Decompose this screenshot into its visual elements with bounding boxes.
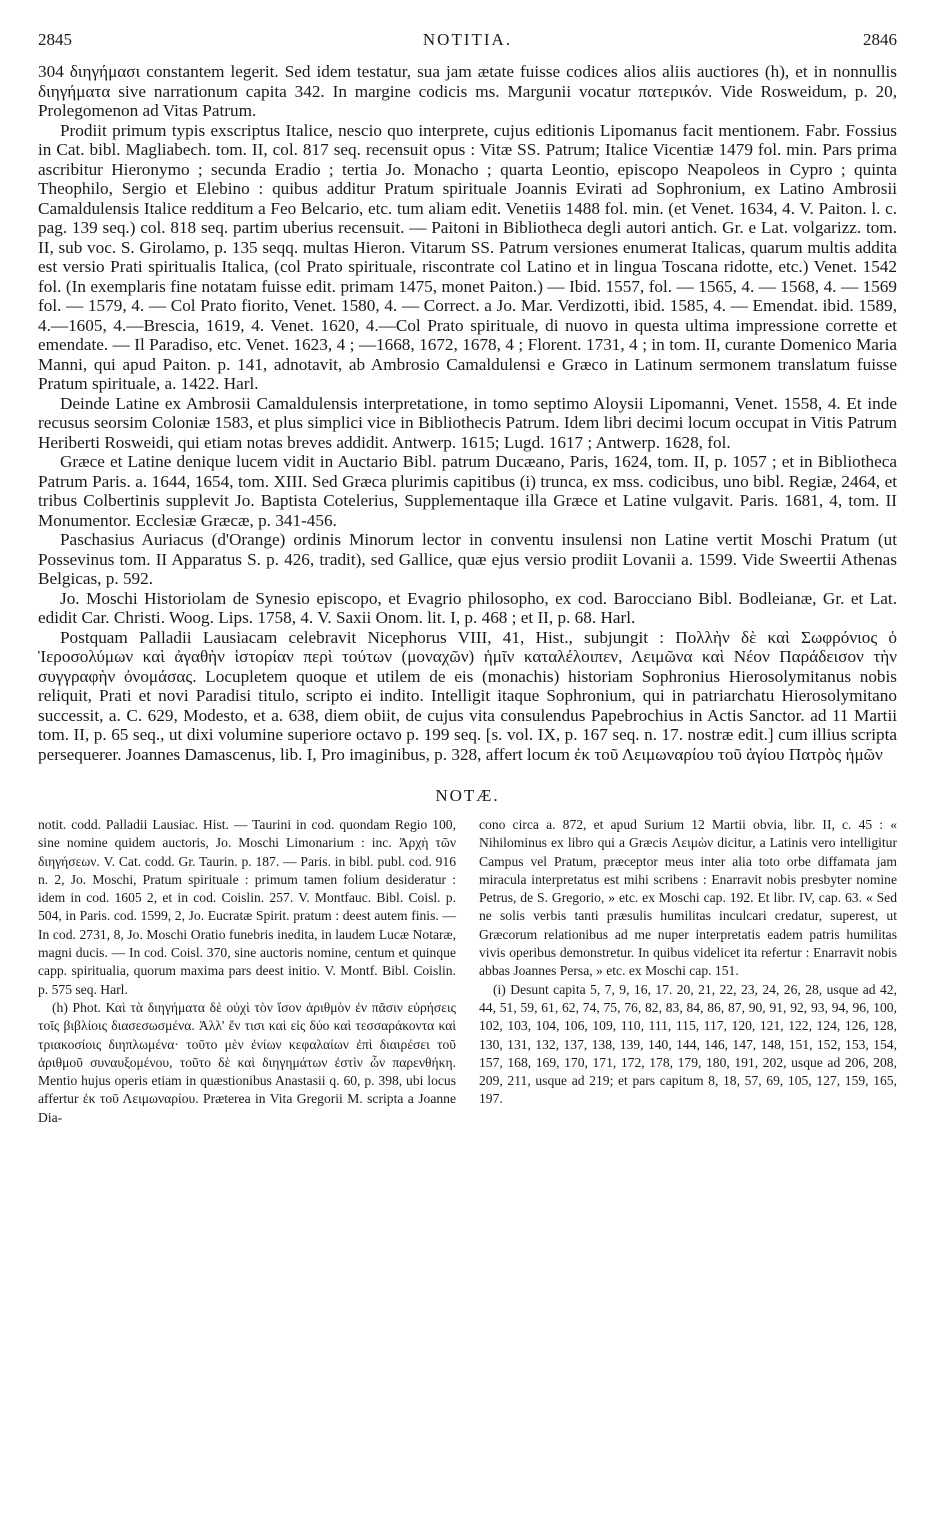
main-text bbox=[38, 62, 897, 764]
notes-section bbox=[38, 816, 897, 1127]
main-paragraph: Deinde Latine ex Ambrosii Camaldulensis interpretatione, in tomo septimo Aloysii Lipomanni, Venet. 1558, 4. Et inde recusus seorsim Coloniæ 1583, et plus simplici vice in Bibliothecis Patrum. Idem libri decimi locum occupat in Vitis Patrum Heriberti Rosweidi, qui etiam notas breves addidit. Antwerp. 1615; Lugd. 1617 ; Antwerp. 1628, fol. bbox=[38, 393, 897, 452]
main-paragraph: Jo. Moschi Historiolam de Synesio episcopo, et Evagrio philosopho, ex cod. Barocciano Bibl. Bodleianæ, Gr. et Lat. edidit Car. Christi. Woog. Lips. 1758, 4. V. Saxii Onom. lit. I, p. 468 ; et II, p. 68. Harl. bbox=[38, 588, 897, 627]
notes-heading: NOTÆ. bbox=[435, 786, 500, 805]
note-paragraph: cono circa a. 872, et apud Surium 12 Martii obvia, libr. II, c. 45 : « Nihilominus ex libro qui a Græcis Λειμὼν dicitur, a Latinis vero intelligitur Campus vel Pratum, præceptor meus inter alia toto orbe diffamata jam miracula interpretatus est mihi scribens : Enarravit nobis presbyter nomine Petrus, de S. Gregorio, » etc. ex Moschi cap. 192. Et libr. IV, cap. 63. « Sed ne solis verbis tanti præsulis humilitas inculcari credatur, superest, ut Græcorum relationibus ad me nuper interpretatis eadem patris humilitas vivis operibus demonstretur. In quibus videlicet ita refertur : Enarravit nobis abbas Joannes Persa, » etc. ex Moschi cap. 151. bbox=[479, 817, 897, 979]
notes-column-right bbox=[479, 816, 897, 1127]
notes-column-left bbox=[38, 816, 456, 1127]
main-paragraph: Postquam Palladii Lausiacam celebravit Nicephorus VIII, 41, Hist., subjungit : Πολλὴν δὲ καὶ Σωφρόνιος ὁ Ἱεροσολύμων καὶ ἀγαθὴν ἱστορίαν περὶ τούτων (μοναχῶν) ἡμῖν καταλέλοιπεν, Λειμῶνα καὶ Νέον Παράδεισον τὴν συγγραφὴν ὀνομάσας. Locupletem quoque et utilem de eis (monachis) historiam Sophronius Hierosolymitanus nobis reliquit, Prati et novi Paradisi titulo, scripto ei indito. Intelligit itaque Sophronium, qui in patriarchatu Hierosolymitano successit, a. C. 629, Modesto, et a. 638, diem obiit, de cujus vita consulendus Papebrochius in Actis Sanctor. ad 11 Martii tom. II, p. 65 seq., ut dixi volumine superiore octavo p. 199 seq. [s. vol. IX, p. 167 seq. n. 17. nostræ edit.] cum illius scripta persequerer. Joannes Damascenus, lib. I, Pro imaginibus, p. 328, affert locum ἐκ τοῦ Λειμωναρίου τοῦ ἁγίου Πατρὸς ἡμῶν bbox=[38, 627, 897, 764]
main-paragraph: Paschasius Auriacus (d'Orange) ordinis Minorum lector in conventu insulensi non Latine vertit Moschi Pratum (ut Possevinus tom. II Apparatus S. p. 426, tradit), sed Gallice, quæ ejus versio prodiit Lovanii a. 1599. Vide Sweertii Athenas Belgicas, p. 592. bbox=[38, 530, 897, 588]
note-paragraph: (h) Phot. Καὶ τὰ διηγήματα δὲ οὐχὶ τὸν ἴσον ἀριθμὸν ἐν πᾶσιν εὑρήσεις τοῖς βιβλίοις διασεσωσμένα. Ἀλλ' ἔν τισι καὶ εἰς δύο καὶ τεσσαράκοντα καὶ τριακοσίοις διηπλωμένα· τοῦτο μὲν ἐνίων κεφαλαίων ἐπὶ διαιρέσει τοῦ ἀριθμοῦ συναυξομένου, τοῦτο δὲ καὶ διηγημάτων ἐστὶν ὧν παρενθήκη. Mentio hujus operis etiam in quæstionibus Anastasii q. 60, p. 398, ubi locus affertur ἐκ τοῦ Λειμωναρίου. Præterea in Vita Gregorii M. scripta a Joanne Dia- bbox=[38, 999, 456, 1125]
main-paragraph: Prodiit primum typis exscriptus Italice, nescio quo interprete, cujus editionis Lipomanus facit mentionem. Fabr. Fossius in Cat. bibl. Magliabech. tom. II, col. 817 seq. recensuit opus : Vitæ SS. Patrum; Italice Vicentiæ 1479 fol. min. Pars prima ascribitur Hieronymo ; secunda Eradio ; tertia Jo. Monacho ; quarta Leontio, episcopo Neapoleos in Cypro ; quinta Theophilo, Sergio et Elebino : quibus additur Pratum spirituale Joannis Evirati ad Sophronium, ex Latino Ambrosii Camaldulensis Italice redditum a Feo Belcario, etc. tum aliam edit. Venetiis 1488 fol. min. (et Venet. 1634, 4. V. Paiton. l. c. pag. 139 seq.) col. 818 seq. partim uberius recensuit. — Paitoni in Bibliotheca degli autori antich. Gr. e Lat. volgarizz. tom. II, sub voc. S. Girolamo, p. 135 seqq. multas Hieron. Vitarum SS. Patrum versiones enumerat Italicas, quarum multis addita est versio Prati spiritualis Italica, (col Prato spirituale, riscontrate col Latino et in lingua Toscana ridotte, etc.) Venet. 1542 fol. (In exemplaris fine notatam fuisse edit. primam 1475, monet Paiton.) — Ibid. 1557, fol. — 1565, 4. — 1568, 4. — 1569 fol. — 1579, 4. — Col Prato fiorito, Venet. 1580, 4. — Correct. a Jo. Mar. Verdizotti, ibid. 1585, 4. — Emendat. ibid. 1589, 4.—1605, 4.—Brescia, 1619, 4. Venet. 1620, 4.—Col Prato spirituale, di nuovo in questa ultima impressione corrette et emendate. — Il Paradiso, etc. Venet. 1623, 4 ; —1668, 1672, 1678, 4 ; Florent. 1731, 4 ; in tom. II, curante Domenico Maria Manni, qui apud Paiton. p. 141, adnotavit, ab Ambrosio Camaldulensi e Græco in Latinum sermonem translatum fuisse Pratum spirituale, a. 1422. Harl. bbox=[38, 120, 897, 393]
main-paragraph: Græce et Latine denique lucem vidit in Auctario Bibl. patrum Ducæano, Paris, 1624, tom. II, p. 1057 ; et in Bibliotheca Patrum Paris. a. 1644, 1654, tom. XIII. Sed Græca plurimis capitibus (i) trunca, ex mss. codicibus, uno bibl. Regiæ, 2464, et tribus Colbertinis supplevit Jo. Baptista Cotelerius, Supplementaque illa Græce et Latine vulgavit. Paris. 1681, 4, tom. II Monumentor. Ecclesiæ Græcæ, p. 341-456. bbox=[38, 452, 897, 530]
page-number-left: 2845 bbox=[38, 30, 72, 49]
note-paragraph: (i) Desunt capita 5, 7, 9, 16, 17. 20, 21, 22, 23, 24, 26, 28, usque ad 42, 44, 51, 59, 61, 62, 74, 75, 76, 82, 83, 84, 86, 87, 90, 91, 92, 93, 94, 96, 100, 102, 103, 104, 106, 109, 110, 111, 115, 117, 120, 121, 122, 124, 126, 128, 130, 131, 132, 137, 138, 139, 140, 144, 146, 147, 148, 151, 152, 153, 154, 157, 168, 169, 170, 171, 172, 178, 179, 180, 191, 202, usque ad 206, 208, 209, 211, usque ad 219; et pars capitum 8, 18, 57, 69, 105, 127, 159, 165, 197. bbox=[479, 981, 897, 1107]
page-number-right: 2846 bbox=[862, 30, 897, 49]
running-header bbox=[38, 30, 897, 60]
running-title: NOTITIA. bbox=[422, 30, 513, 49]
note-paragraph: notit. codd. Palladii Lausiac. Hist. — Taurini in cod. quondam Regio 100, sine nomine quidem auctoris, Jo. Moschi Limonarium : inc. Ἀρχὴ τῶν διηγήσεων. V. Cat. codd. Gr. Taurin. p. 187. — Paris. in bibl. publ. cod. 916 n. 2, Jo. Moschi, Pratum spirituale : primum tamen folium desideratur : idem in cod. 1605 2, et in cod. Coislin. 257. V. Montfauc. Bibl. Coisl. p. 504, in Paris. cod. 1599, 2, Jo. Eucratæ Spirit. pratum : deest autem finis. — In cod. 2731, 8, Jo. Moschi Oratio funebris inedita, in laudem Lucæ Notaræ, magni ducis. — In cod. Coisl. 370, sine auctoris nomine, centum et quinque capp. spiritualia, quorum maxima pars deest initio. V. Montf. Bibl. Coislin. p. 575 seq. Harl. bbox=[38, 817, 456, 997]
main-paragraph: 304 διηγήμασι constantem legerit. Sed idem testatur, sua jam ætate fuisse codices alios aliis auctiores (h), et in nonnullis διηγήματα sive narrationum capita 342. In margine codicis ms. Margunii vocatur πατερικόν. Vide Rosweidum, p. 20, Prolegomenon ad Vitas Patrum. bbox=[38, 62, 897, 120]
